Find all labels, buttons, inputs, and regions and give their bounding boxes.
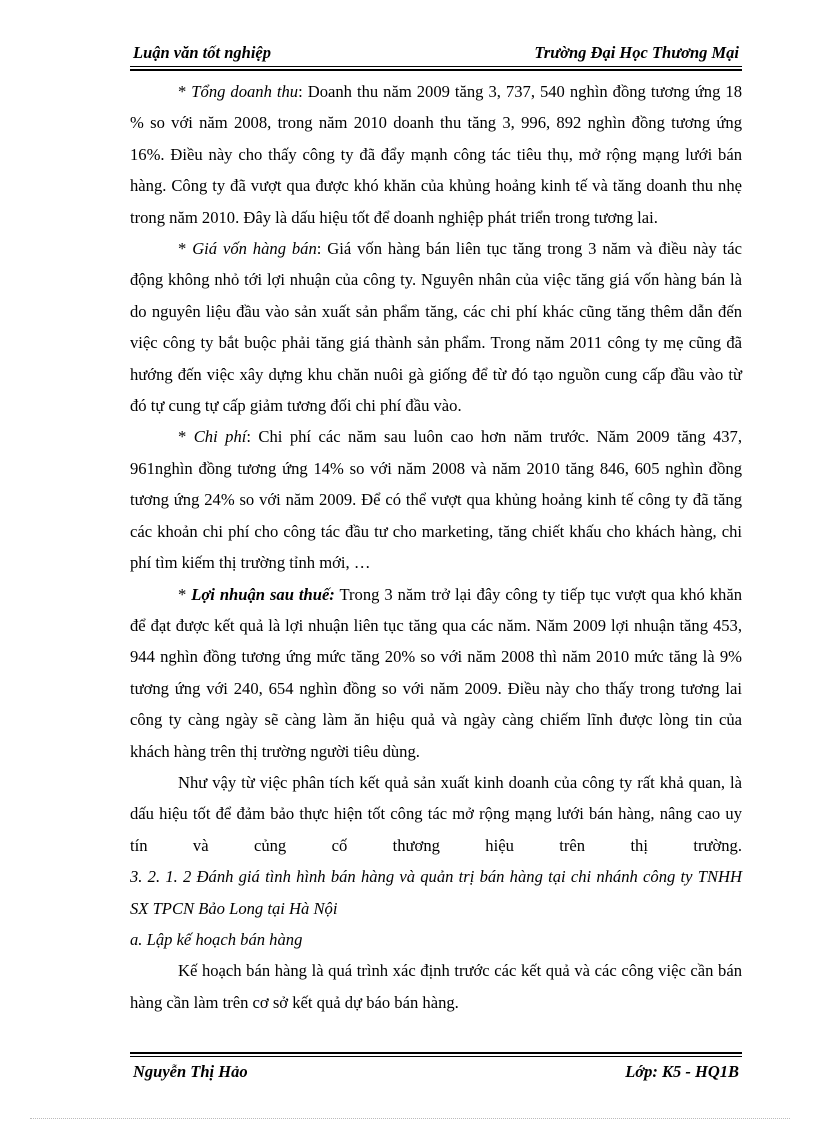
paragraph-conclusion: Như vậy từ việc phân tích kết quả sản xuất kinh doanh của công ty rất khả quan, là dấu hiệu tốt để đảm bảo thực hiện tốt công tác mở rộng mạng lưới bán hàng, nâng cao uy tín và củng cố thương hiệu trên thị trường. (130, 772, 742, 855)
paragraph-revenue: * Tổng doanh thu: Doanh thu năm 2009 tăng 3, 737, 540 nghìn đồng tương ứng 18 % so với năm 2008, trong năm 2010 doanh thu tăng 3, 996, 892 nghìn đồng tương ứng 16%. Điều này cho thấy công ty đã đẩy mạnh công tác tiêu thụ, mở rộng mạng lưới bán hàng. Công ty đã vượt qua được khó khăn của khủng hoảng kinh tế và tăng doanh thu nhẹ trong năm 2010. Đây là dấu hiệu tốt để doanh nghiệp phát triển trong tương lai. (130, 82, 742, 227)
paragraph-cogs: * Giá vốn hàng bán: Giá vốn hàng bán liên tục tăng trong 3 năm và điều này tác động không nhỏ tới lợi nhuận của công ty. Nguyên nhân của việc tăng giá vốn hàng bán là do nguyên liệu đầu vào sản xuất sản phẩm tăng, các chi phí khác cũng tăng thêm dẫn đến việc công ty bắt buộc phải tăng giá thành sản phẩm. Trong năm 2011 công ty mẹ cũng đã hướng đến việc xây dựng khu chăn nuôi gà giống để từ đó tạo nguồn cung cấp đầu vào từ đó tự cung tự cấp giảm tương đối chi phí đầu vào. (130, 239, 742, 416)
footer-class: Lớp: K5 - HQ1B (625, 1062, 739, 1081)
page-body (130, 76, 742, 1018)
paragraph-cost: * Chi phí: Chi phí các năm sau luôn cao hơn năm trước. Năm 2009 tăng 437, 961nghìn đồng tương ứng 14% so với năm 2008 và năm 2010 tăng 846, 605 nghìn đồng tương ứng 24% so với năm 2009. Để có thể vượt qua khủng hoảng kinh tế công ty đã tăng các khoản chi phí cho công tác đầu tư cho marketing, tăng chiết khấu cho khách hàng, chi phí tìm kiếm thị trường tỉnh mới, … (130, 427, 742, 573)
label-revenue: Tổng doanh thu (191, 82, 299, 101)
header-thesis-title: Luận văn tốt nghiệp (133, 43, 271, 62)
sub-heading: a. Lập kế hoạch bán hàng (130, 929, 303, 949)
label-cogs: Giá vốn hàng bán (192, 239, 317, 259)
header-rule-thick (130, 69, 742, 71)
page-bottom-edge (30, 1118, 790, 1119)
section-heading: 3. 2. 1. 2 Đánh giá tình hình bán hàng và quản trị bán hàng tại chi nhánh công ty TNHH SX TPCN Bảo Long tại Hà Nội (130, 867, 742, 918)
paragraph-planning: Kế hoạch bán hàng là quá trình xác định trước các kết quả và các công việc cần bán hàng cần làm trên cơ sở kết quả dự báo bán hàng. (130, 961, 742, 1012)
paragraph-profit: * Lợi nhuận sau thuế: Trong 3 năm trở lại đây công ty tiếp tục vượt qua khó khăn để đạt được kết quả là lợi nhuận liên tục tăng qua các năm. Năm 2009 lợi nhuận tăng 453, 944 nghìn đồng tương ứng mức tăng 20% so với năm 2008 thì năm 2010 mức tăng là 9% tương ứng với 240, 654 nghìn đồng so với năm 2009. Điều này cho thấy trong tương lai công ty càng ngày sẽ càng làm ăn hiệu quả và ngày càng chiếm lĩnh được lòng tin của khách hàng trên thị trường người tiêu dùng. (130, 584, 742, 761)
footer-author: Nguyễn Thị Hảo (133, 1062, 248, 1081)
header-university: Trường Đại Học Thương Mại (534, 43, 739, 62)
header-rule-thin (130, 66, 742, 67)
footer-rule-thick (130, 1052, 742, 1054)
label-cost: Chi phí (193, 427, 247, 447)
label-profit: Lợi nhuận sau thuế: (191, 584, 335, 604)
page-footer (130, 1052, 742, 1092)
footer-rule-thin (130, 1056, 742, 1057)
page-header (130, 40, 742, 70)
